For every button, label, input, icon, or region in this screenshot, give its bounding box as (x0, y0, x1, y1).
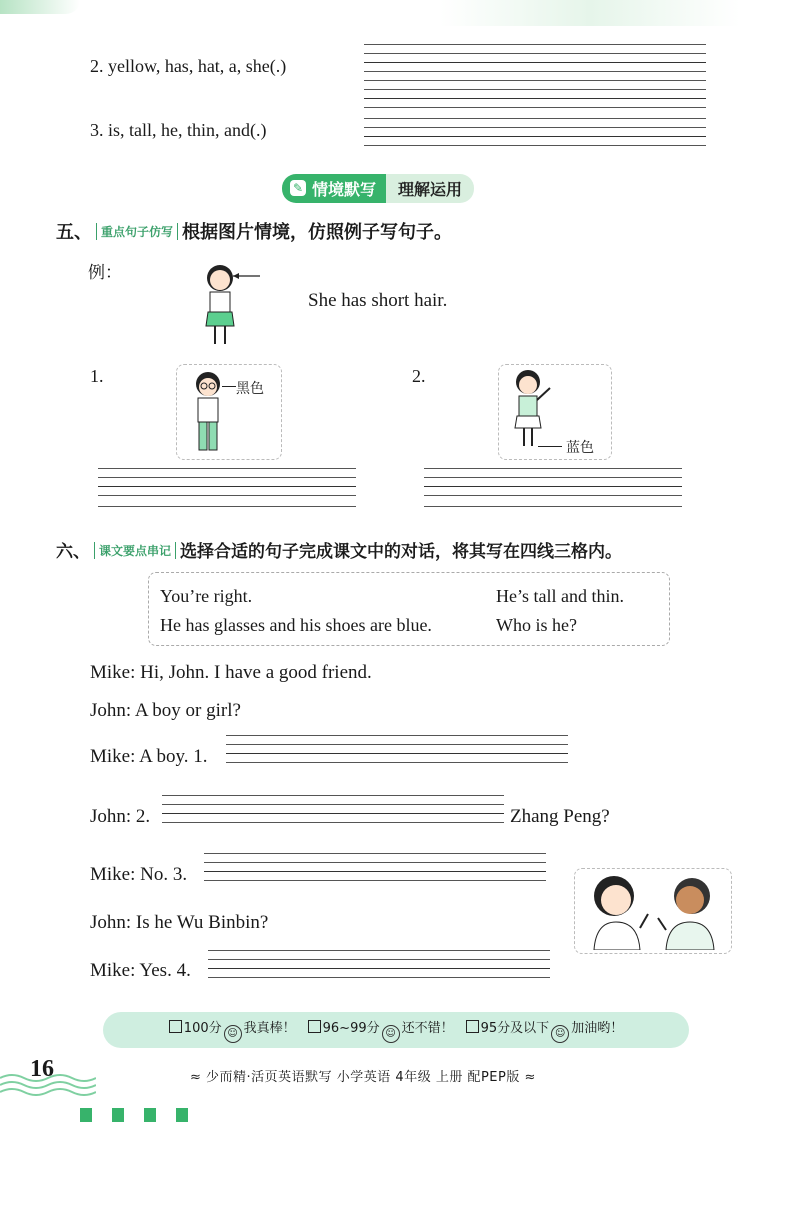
dialogue-line-4-end: Zhang Peng? (510, 806, 610, 827)
blank-2-lines[interactable] (162, 795, 504, 823)
score-option-1[interactable]: 100分 ☺ 我真棒！ (169, 1017, 296, 1043)
dialogue-line-2: John: A boy or girl? (90, 700, 241, 721)
item-2-pointer-line (538, 446, 562, 447)
section-banner (282, 174, 474, 202)
section-6-tag: 课文要点串记 (94, 542, 176, 559)
score-option-2[interactable]: 96~99分 ☺ 还不错！ (308, 1017, 454, 1043)
item-1-pointer-line (222, 386, 236, 387)
banner-label-left: 情境默写 (312, 179, 377, 199)
proud-face-icon: ☺ (224, 1025, 242, 1043)
section-5-number: 五、 (56, 222, 92, 243)
section-6-number: 六、 (56, 542, 90, 562)
tab-marker-3 (144, 1108, 156, 1122)
section-5-heading (56, 218, 452, 244)
item-1-answer-bottom-line (98, 506, 356, 507)
exercise-2-answer-lines-2[interactable] (364, 80, 706, 108)
dialogue-line-7: Mike: Yes. 4. (90, 960, 191, 981)
top-decoration-left (0, 0, 80, 14)
option-4[interactable]: Who is he? (496, 615, 577, 635)
dialogue-line-5: Mike: No. 3. (90, 864, 188, 885)
exercise-2-answer-lines[interactable] (364, 44, 706, 72)
option-2[interactable]: He’s tall and thin. (496, 586, 624, 606)
boy-with-glasses-illustration (186, 370, 236, 456)
banner-label-right: 理解运用 (386, 174, 474, 203)
item-1-number: 1. (90, 366, 104, 386)
example-girl-illustration (196, 260, 266, 350)
example-label: 例： (88, 263, 122, 283)
example-sentence: She has short hair. (308, 290, 448, 311)
checkbox-96-99[interactable] (308, 1020, 321, 1033)
option-3[interactable]: He has glasses and his shoes are blue. (160, 615, 432, 635)
item-2-answer-lines[interactable] (424, 468, 682, 496)
top-decoration-right (440, 0, 740, 26)
wave-decoration (0, 1072, 96, 1096)
blank-4-lines[interactable] (208, 950, 550, 978)
dialogue-line-6: John: Is he Wu Binbin? (90, 912, 269, 933)
section-6-instruction: 选择合适的句子完成课文中的对话，将其写在四线三格内。 (180, 542, 623, 562)
book-title: ≈ 少而精·活页英语默写 小学英语 4年级 上册 配PEP版 ≈ (190, 1070, 536, 1085)
dialogue-line-4: John: 2. (90, 806, 151, 827)
girl-waving-illustration (508, 368, 558, 454)
cheer-face-icon: ☺ (551, 1025, 569, 1043)
item-2-answer-bottom-line (424, 506, 682, 507)
blank-1-lines[interactable] (226, 735, 568, 763)
section-6-heading (56, 537, 622, 562)
tab-marker-1 (80, 1108, 92, 1122)
exercise-3-answer-lines[interactable] (364, 118, 706, 146)
option-1[interactable]: You’re right. (160, 586, 253, 606)
section-5-tag: 重点句子仿写 (96, 223, 178, 240)
two-boys-illustration (580, 870, 726, 950)
smile-face-icon: ☺ (382, 1025, 400, 1043)
self-evaluation-bar (103, 1012, 689, 1048)
score-option-3[interactable]: 95分及以下 ☺ 加油哟！ (466, 1017, 624, 1043)
pen-icon: ✎ (290, 180, 306, 196)
checkbox-95-below[interactable] (466, 1020, 479, 1033)
checkbox-100[interactable] (169, 1020, 182, 1033)
item-2-number: 2. (412, 366, 426, 386)
dialogue-line-3: Mike: A boy. 1. (90, 746, 208, 767)
page-number: 16 (30, 1056, 54, 1082)
dialogue-line-1: Mike: Hi, John. I have a good friend. (90, 662, 372, 683)
section-5-instruction: 根据图片情境，仿照例子写句子。 (182, 222, 453, 243)
tab-marker-2 (112, 1108, 124, 1122)
exercise-3-prompt: 3. is, tall, he, thin, and(.) (90, 120, 267, 140)
item-1-answer-lines[interactable] (98, 468, 356, 496)
item-2-color-label: 蓝色 (566, 440, 594, 456)
exercise-2-prompt: 2. yellow, has, hat, a, she(.) (90, 56, 287, 76)
blank-3-lines[interactable] (204, 853, 546, 881)
item-1-color-label: 黑色 (236, 381, 264, 397)
tab-marker-4 (176, 1108, 188, 1122)
